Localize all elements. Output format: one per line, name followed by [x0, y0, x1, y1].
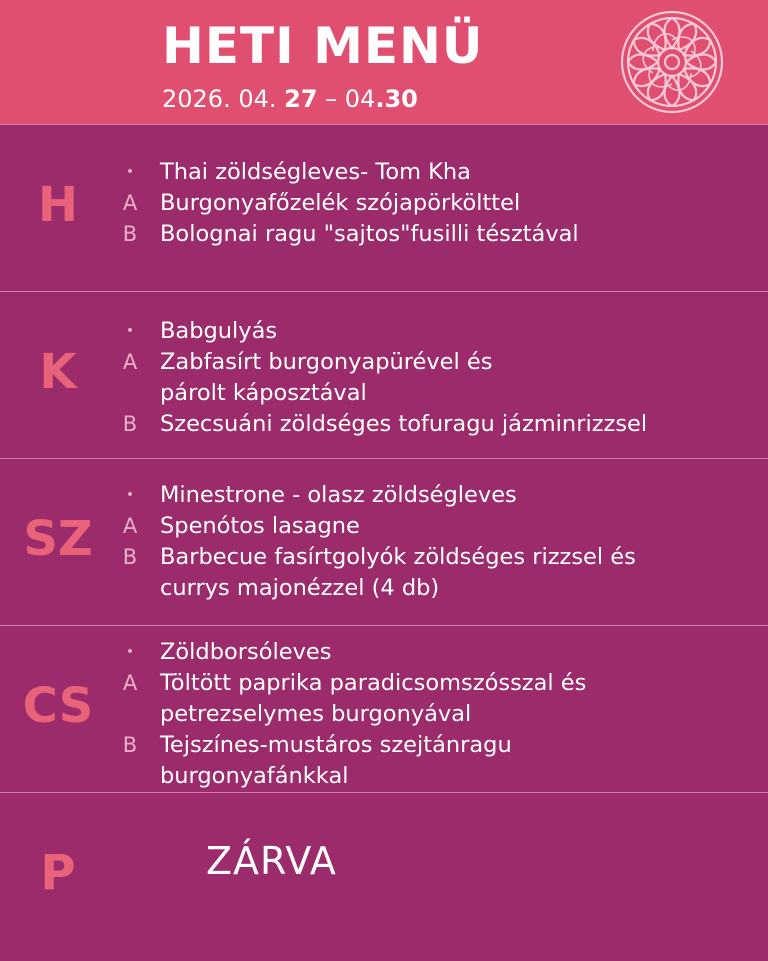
day-section-wednesday [0, 458, 768, 626]
option-marker: B [122, 412, 138, 436]
day-letter: CS [22, 678, 94, 734]
option-marker: B [122, 733, 138, 757]
day-letter: K [39, 344, 77, 400]
menu-item-a [0, 188, 768, 219]
date-middle: – 04 [317, 85, 376, 113]
day-letter: H [37, 177, 79, 233]
menu-item-text: Zöldborsóleves [160, 639, 332, 665]
menu-item-text: Szecsuáni zöldséges tofuragu jázminrizzsel [160, 411, 648, 437]
menu-list [0, 157, 768, 250]
menu-item-text: Babgulyás [160, 318, 278, 344]
menu-item-soup [0, 480, 768, 511]
date-start: 27 [284, 85, 318, 113]
menu-item-a [0, 511, 768, 542]
bullet-marker: • [125, 323, 135, 339]
option-marker: A [122, 671, 138, 695]
menu-item-text-line-2: burgonyafánkkal [160, 763, 349, 789]
menu-item-text-line-2: petrezselymes burgonyával [160, 701, 472, 727]
menu-item-text: Bolognai ragu "sajtos"fusilli tésztával [160, 221, 579, 247]
menu-item-soup [0, 637, 768, 668]
date-end: .30 [375, 85, 418, 113]
option-marker: A [122, 191, 138, 215]
menu-item-text-line-1: Barbecue fasírtgolyók zöldséges rizzsel és [160, 544, 636, 570]
option-marker: B [122, 222, 138, 246]
day-section-thursday [0, 625, 768, 793]
menu-item-text-line-1: Tejszínes-mustáros szejtánragu [160, 732, 512, 758]
bullet-marker: • [125, 164, 135, 180]
option-marker: A [122, 350, 138, 374]
header-banner [0, 0, 768, 124]
menu-item-b [0, 542, 768, 604]
day-letter: P [40, 845, 76, 901]
option-marker: B [122, 545, 138, 569]
menu-item-soup [0, 157, 768, 188]
menu-item-a [0, 347, 768, 409]
menu-item-a [0, 668, 768, 730]
menu-item-b [0, 219, 768, 250]
menu-item-text-line-1: Zabfasírt burgonyapürével és [160, 349, 493, 375]
menu-item-text: Burgonyafőzelék szójapörkölttel [160, 190, 521, 216]
menu-item-soup [0, 316, 768, 347]
day-letter: SZ [23, 511, 93, 567]
menu-item-text-line-2: currys majonézzel (4 db) [160, 575, 440, 601]
day-section-tuesday [0, 291, 768, 459]
menu-item-text-line-2: párolt káposztával [160, 380, 367, 406]
menu-item-text: Thai zöldségleves- Tom Kha [160, 159, 471, 185]
date-range [162, 82, 418, 116]
menu-list [0, 637, 768, 792]
bullet-marker: • [125, 644, 135, 660]
page-title: HETI MENÜ [162, 17, 484, 75]
date-prefix: 2026. 04. [162, 85, 285, 113]
option-marker: A [122, 514, 138, 538]
menu-list [0, 480, 768, 604]
menu-item-text: Minestrone - olasz zöldségleves [160, 482, 517, 508]
menu-item-text: Spenótos lasagne [160, 513, 360, 539]
menu-item-text-line-1: Töltött paprika paradicsomszósszal és [160, 670, 587, 696]
closed-label: ZÁRVA [206, 839, 337, 883]
bullet-marker: • [125, 487, 135, 503]
day-section-monday [0, 124, 768, 292]
menu-item-b [0, 730, 768, 792]
day-section-friday [0, 792, 768, 961]
menu-item-b [0, 409, 768, 440]
mandala-logo-icon [618, 8, 726, 116]
menu-list [0, 316, 768, 440]
